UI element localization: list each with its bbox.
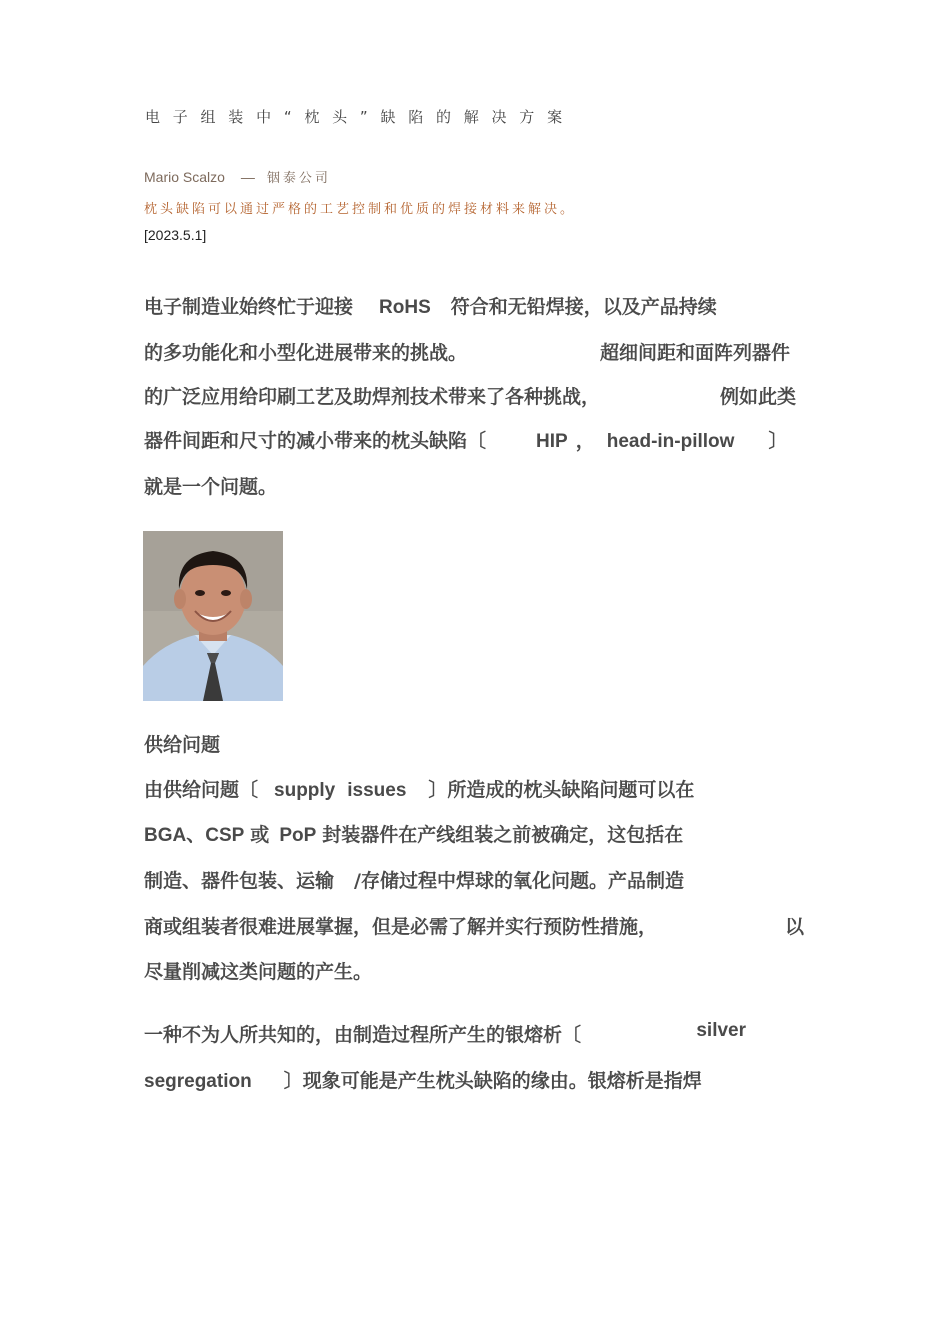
author-name: Mario Scalzo <box>144 169 225 185</box>
intro-line-3: 的广泛应用给印刷工艺及助焊剂技术带来了各种挑战， 例如此类 <box>144 386 796 408</box>
supply-line-1: 由供给问题〔 supply issues 〕所造成的枕头缺陷问题可以在 <box>144 779 695 801</box>
supply-line-2: BGA、CSP 或 PoP 封装器件在产线组装之前被确定，这包括在 <box>144 824 684 846</box>
author-photo <box>143 531 283 701</box>
article-title: 电 子 组 装 中 “ 枕 头 ” 缺 陷 的 解 决 方 案 <box>145 108 567 126</box>
intro-line-5: 就是一个问题。 <box>144 476 278 498</box>
intro-line-4: 器件间距和尺寸的减小带来的枕头缺陷〔 HIP ， head-in-pillow 〕 <box>144 430 788 452</box>
article-date: [2023.5.1] <box>144 227 207 243</box>
byline <box>144 167 331 186</box>
company-name: 铟泰公司 <box>266 171 331 186</box>
supply-line-3: 制造、器件包装、运输 /存储过程中焊球的氧化问题。产品制造 <box>144 870 684 892</box>
silver-line-2: segregation 〕现象可能是产生枕头缺陷的缘由。银熔析是指焊 <box>144 1070 702 1092</box>
silver-line-1: 一种不为人所共知的，由制造过程所产生的银熔析〔 silver <box>144 1020 746 1046</box>
supply-line-5: 尽量削减这类问题的产生。 <box>144 961 373 983</box>
supply-line-4: 商或组装者很难进展掌握，但是必需了解并实行预防性措施， 以 <box>144 916 804 938</box>
byline-dash: — <box>240 169 255 185</box>
article-summary: 枕头缺陷可以通过严格的工艺控制和优质的焊接材料来解决。 <box>144 202 577 217</box>
author-portrait-image <box>143 531 283 701</box>
section-heading-supply: 供给问题 <box>144 734 221 756</box>
intro-line-2: 的多功能化和小型化进展带来的挑战。 超细间距和面阵列器件 <box>144 342 790 364</box>
intro-line-1: 电子制造业始终忙于迎接 RoHS 符合和无铅焊接，以及产品持续 <box>144 296 717 318</box>
